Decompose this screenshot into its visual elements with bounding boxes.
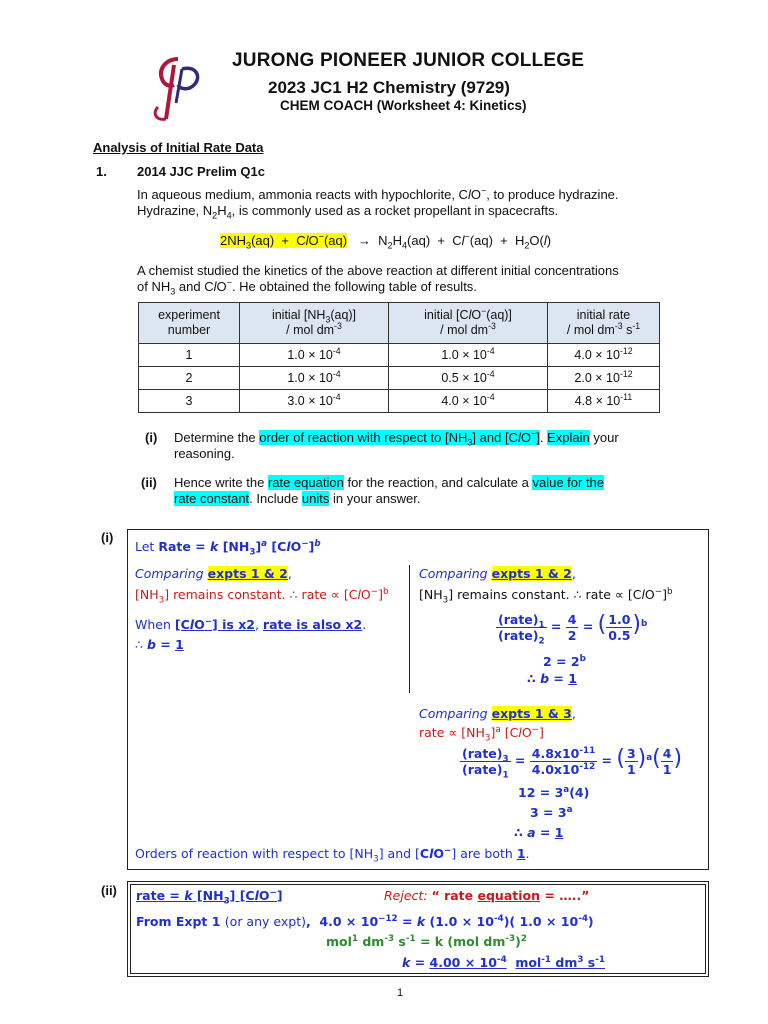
compare-left-title: Comparing expts 1 & 2, [135, 566, 292, 581]
compare-left-reason: When [ClO−] is x2, rate is also x2. [135, 616, 367, 632]
worksheet-title: CHEM COACH (Worksheet 4: Kinetics) [280, 98, 527, 113]
answer-i-label: (i) [101, 530, 114, 545]
col-nh3: initial $[NH_3(aq)]$ / mol $dm^{-3}$ [240, 303, 389, 344]
cell-exp: 2 [139, 367, 240, 390]
eq-12: $12 = 3^a(4)$ [518, 784, 590, 800]
subq-i-label: (i) [145, 430, 158, 445]
subq-ii-text: Hence write the rate equation for the reaction, and calculate a value for the rate constant. Include units in your answer. [174, 475, 605, 506]
cell-exp: 1 [139, 344, 240, 367]
col-rate: initial rate / mol $dm^{-3}$ $s^{-1}$ [548, 303, 660, 344]
answer-divider [409, 565, 410, 693]
eq-b-1: ∴ b = 1 [527, 671, 577, 686]
eq-a-1: ∴ a = 1 [514, 825, 564, 840]
cell-rate: $2.0 \times 10^{-12}$ [548, 367, 660, 390]
answer-ii-label: (ii) [101, 883, 117, 898]
subq-i-text: Determine the order of reaction with respect to $[NH_3]$ and [ClO−]. Explain your reasoning. [174, 428, 619, 461]
compare-right-title: Comparing expts 1 & 2, [419, 566, 576, 581]
college-name: JURONG PIONEER JUNIOR COLLEGE [232, 50, 585, 71]
question-intro: In aqueous medium, ammonia reacts with hypochlorite, ClO−, to produce hydrazine. Hydrazine, $N_2H_4$, is commonly used as a rocket propellant in spacecrafts. [137, 185, 619, 221]
orders-conclusion: Orders of reaction with respect to $[NH_3]$ and [ClO−] are both 1. [135, 845, 530, 865]
course-title: 2023 JC1 H2 Chemistry (9729) [268, 78, 510, 97]
compare-left-result: ∴ b = 1 [135, 637, 184, 652]
reject-note: Reject: “ rate equation = …..” [384, 888, 590, 903]
k-value: $k = 4.00 \times 10^{-4}$ mol$^{-1}$ $dm^3$ $s^{-1}$ [402, 954, 605, 970]
table-row [139, 367, 660, 390]
page-number: 1 [397, 987, 404, 999]
results-table [138, 302, 660, 413]
rate-equation-answer: rate = k $[NH_3]$ [ClO−] [136, 887, 283, 907]
eq-2-2b: $2 = 2^b$ [543, 653, 586, 669]
compare-13-title: Comparing expts 1 & 3, [419, 706, 576, 721]
eq-3: $3 = 3^a$ [530, 804, 573, 820]
table-header-row [139, 303, 660, 344]
cell-rate: $4.0 \times 10^{-12}$ [548, 344, 660, 367]
cell-exp: 3 [139, 390, 240, 413]
cell-nh3: $1.0 \times 10^{-4}$ [240, 344, 389, 367]
calc-line: From Expt 1 (or any expt), $4.0 \times 10^{-12} = k$ $(1.0 \times 10^{-4})$( $1.0 \times 10^{-4}$) [136, 913, 594, 929]
cell-nh3: $1.0 \times 10^{-4}$ [240, 367, 389, 390]
reaction-equation: $2NH_3(aq) + ClO^-(aq) \to N_2H_4(aq) + Cl^-(aq) + H_2O(l)$ [220, 231, 552, 251]
ratio-expt12: $\frac{(rate)_1}{(rate)_2}$ = $\frac{4}{2}$ = ( $\frac{1.0}{0.5}$ )$^b$ [498, 612, 648, 647]
question-number: 1. [96, 164, 107, 179]
college-logo [148, 55, 206, 125]
section-title: Analysis of Initial Rate Data [93, 140, 264, 155]
table-row [139, 390, 660, 413]
question-source: 2014 JJC Prelim Q1c [137, 164, 265, 179]
cell-nh3: $3.0 \times 10^{-4}$ [240, 390, 389, 413]
units-line: mol$^1$ $dm^{-3}$ $s^{-1} = k$ (mol $dm^{-3})^2$ [326, 933, 527, 949]
compare-13-note: rate ∝ $[NH_3]^a$ [ClO−] [419, 724, 544, 744]
compare-right-note: $[NH_3]$ remains constant. ∴ rate ∝ $[ClO^-]^b$ [419, 586, 673, 606]
rate-law-general: Let Rate = k $[NH_3]^a$ $[ClO^-]^b$ [135, 538, 321, 558]
subq-ii-label: (ii) [141, 475, 157, 490]
cell-clo: $1.0 \times 10^{-4}$ [389, 344, 548, 367]
col-experiment: experiment number [139, 303, 240, 344]
cell-rate: $4.8 \times 10^{-11}$ [548, 390, 660, 413]
cell-clo: $4.0 \times 10^{-4}$ [389, 390, 548, 413]
ratio-expt13: $\frac{(rate)_3}{(rate)_1}$ = $\frac{4.8x10^{-11}}{4.0x10^{-12}}$ = ( $\frac{3}{1}$ )$^a$( $\frac{4}{1}$ ) [462, 745, 683, 781]
col-clo: initial [ClO−(aq)] / mol $dm^{-3}$ [389, 303, 548, 344]
table-intro: A chemist studied the kinetics of the above reaction at different initial concentrations of $NH_3$ and ClO−. He obtained the following table of results. [137, 263, 619, 297]
cell-clo: $0.5 \times 10^{-4}$ [389, 367, 548, 390]
table-row [139, 344, 660, 367]
compare-left-note: $[NH_3]$ remains constant. ∴ rate ∝ $[ClO^-]^b$ [135, 586, 389, 606]
